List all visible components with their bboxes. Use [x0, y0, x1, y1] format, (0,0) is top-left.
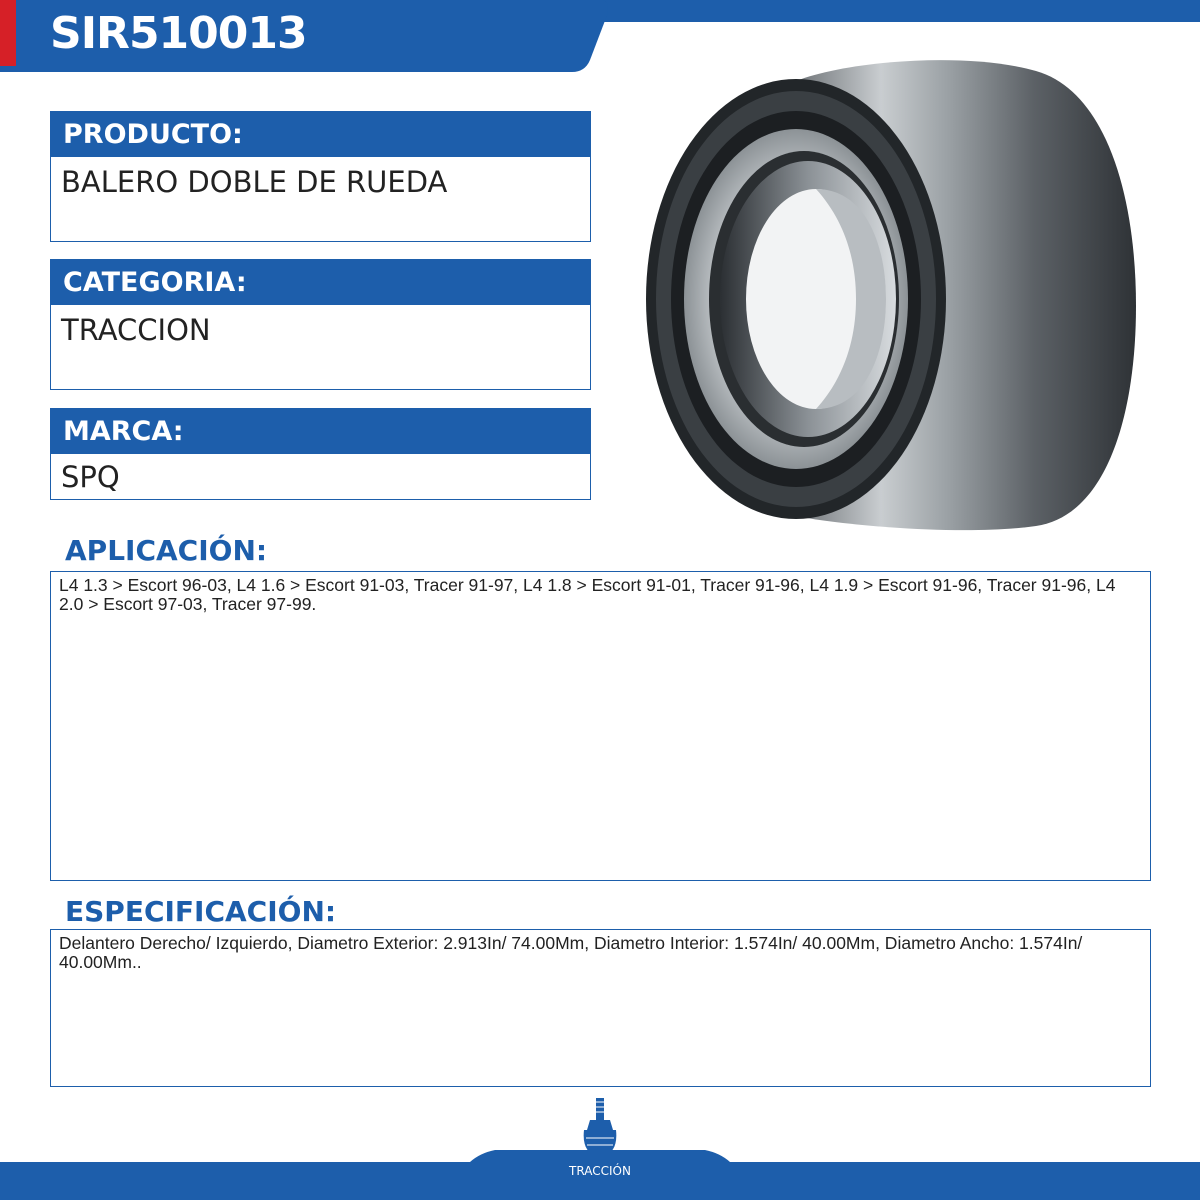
cv-joint-icon [580, 1098, 620, 1160]
producto-value: BALERO DOBLE DE RUEDA [50, 157, 591, 242]
marca-field [50, 408, 591, 500]
product-sku: SIR510013 [50, 8, 307, 59]
aplicacion-title: APLICACIÓN: [65, 534, 268, 567]
footer-category-label: TRACCIÓN [569, 1164, 631, 1178]
producto-label: PRODUCTO: [50, 111, 591, 157]
especificacion-title: ESPECIFICACIÓN: [65, 895, 337, 928]
categoria-label: CATEGORIA: [50, 259, 591, 305]
marca-label: MARCA: [50, 408, 591, 454]
product-image [636, 46, 1146, 536]
red-accent-stripe [0, 0, 16, 66]
marca-value: SPQ [50, 454, 591, 500]
especificacion-box: Delantero Derecho/ Izquierdo, Diametro Exterior: 2.913In/ 74.00Mm, Diametro Interior: 1.574In/ 40.00Mm, Diametro Ancho: 1.574In/ 40.00Mm.. [50, 929, 1151, 1087]
producto-field [50, 111, 591, 242]
aplicacion-box: L4 1.3 > Escort 96-03, L4 1.6 > Escort 91-03, Tracer 91-97, L4 1.8 > Escort 91-01, Tracer 91-96, L4 1.9 > Escort 91-96, Tracer 91-96, L4 2.0 > Escort 97-03, Tracer 97-99. [50, 571, 1151, 881]
categoria-field [50, 259, 591, 390]
categoria-value: TRACCION [50, 305, 591, 390]
